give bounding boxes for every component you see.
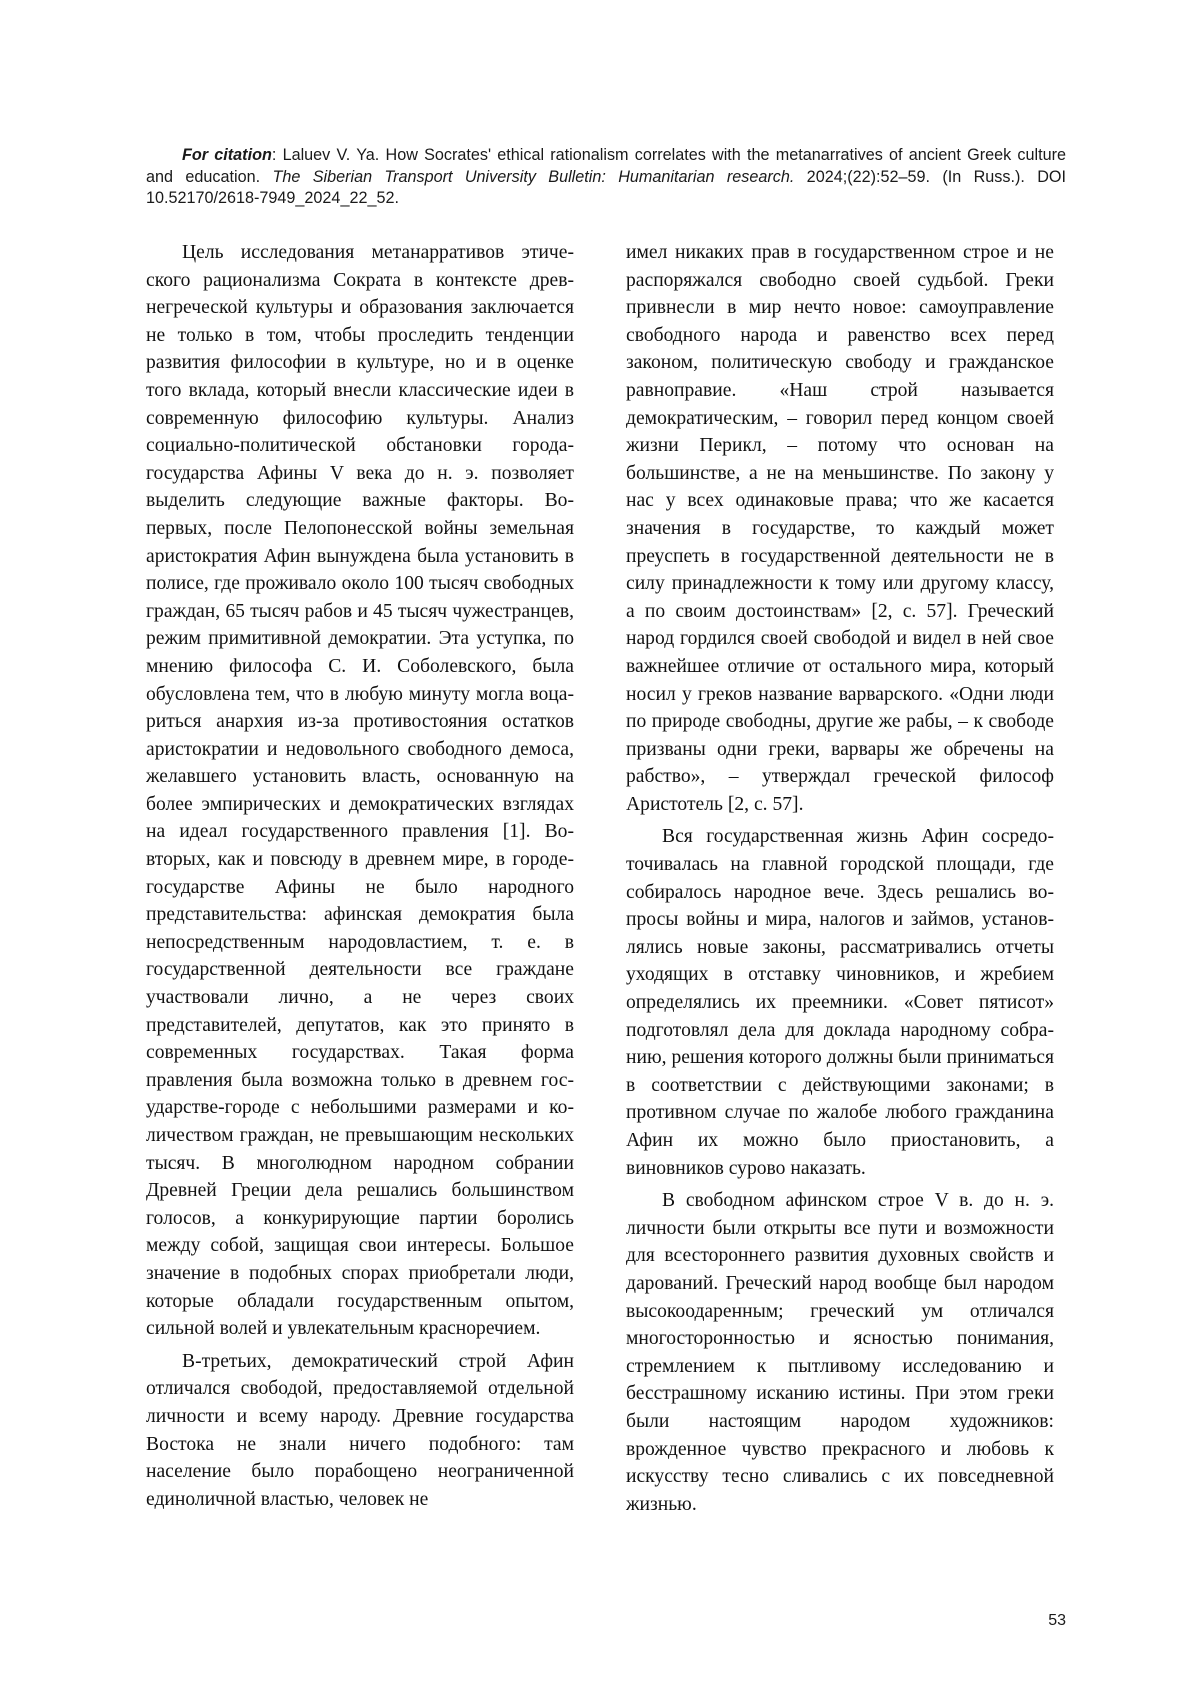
citation-details: 2024;(22):52–59. (In Russ.). DOI 10.52170/2618-7949_2024_22_52. — [146, 167, 1066, 207]
citation-separator: : — [271, 146, 283, 164]
citation-label: For citation — [182, 146, 272, 164]
right-column — [626, 239, 1054, 1518]
left-column — [146, 239, 574, 1513]
right-paragraph-1: имел никаких прав в государственном строе и не распоряжался свободно своей судьбой. Греки привнесли в мир нечто новое: самоуправление свободного народа и равенство всех перед законом, политическую свободу и гражданское равноправие. «Наш строй называется демократическим, – говорил перед концом своей жизни Перикл, – потому что основан на большинстве, а не на меньшинстве. По закону у нас у всех одинаковые права; что же касается значения в государстве, то каждый может преуспеть в государственной деятельности не в силу принадлежности к тому или другому классу, а по своим достоинствам» [2, с. 57]. Греческий народ гордился своей свободой и видел в ней свое важнейшее отличие от остального мира, который носил у греков название варварского. «Одни люди по природе свободны, другие же рабы, – к свободе призваны одни греки, варвары же обречены на рабство», – утверждал греческой философ Аристотель [2, с. 57]. — [626, 242, 1054, 815]
page-number: 53 — [1048, 1612, 1066, 1629]
citation-block — [146, 145, 1066, 210]
citation-text: Laluev V. Ya. How Socrates' ethical rationalism correlates with the metanarratives of ancient Greek culture and education. — [146, 146, 1066, 186]
right-paragraph-3: В свободном афинском строе V в. до н. э. личности были открыты все пути и возможности для всестороннего развития духовных свойств и дарований. Греческий народ вообще был народом высокоодаренным; греческий ум отличался многосторонностью и ясностью понимания, стремлением к пытливому исследованию и бесстрашному исканию истины. При этом греки были настоящим народом художников: врожденное чувство прекрасного и любовь к искусству тесно сливались с их повседневной жизнью. — [626, 1190, 1054, 1515]
citation-journal: The Siberian Transport University Bulletin: Humanitarian research. — [272, 167, 795, 186]
left-paragraph-1: Цель исследования метанарративов этического рационализма Сократа в контексте древнегреческой культуры и образования заключается не только в том, чтобы проследить тенденции развития философии в культуре, но и в оценке того вклада, который внесли классические идеи в современную философию культуры. Анализ социально-политической обстановки города-государства Афины V века до н. э. позволяет выделить следующие важные факторы. Во-первых, после Пелопонесской войны земельная аристократия Афин вынуждена была установить в полисе, где проживало около 100 тысяч свободных граждан, 65 тысяч рабов и 45 тысяч чужестранцев, режим примитивной демократии. Эта уступка, по мнению философа С. И. Соболевского, была обусловлена тем, что в любую минуту могла воцариться анархия из-за противостояния остатков аристократии и недовольного свободного демоса, желавшего установить власть, основанную на более эмпирических и демократических взглядах на идеал государственного правления [1]. Во-вторых, как и повсюду в древнем мире, в городе-государстве Афины не было народного представительства: афинская демократия была непосредственным народовластием, т. е. в государственной деятельности все граждане участвовали лично, а не через своих представителей, депутатов, как это принято в современных государствах. Такая форма правления была возможна только в древнем государстве-городе с небольшими размерами и количеством граждан, не превышающим нескольких тысяч. В многолюдном народном собрании Древней Греции дела решались большинством голосов, а конкурирующие партии боролись между собой, защищая свои интересы. Большое значение в подобных спорах приобретали люди, которые обладали государственным опытом, сильной волей и увлекательным красноречием. — [146, 242, 574, 1340]
left-paragraph-2: В-третьих, демократический строй Афин отличался свободой, предоставляемой отдельной личности и всему народу. Древние государства Востока не знали ничего подобного: там население было порабощено неограниченной единоличной властью, человек не — [146, 1350, 574, 1510]
right-paragraph-2: Вся государственная жизнь Афин сосредоточивалась на главной городской площади, где собиралось народное вече. Здесь решались вопросы войны и мира, налогов и займов, установлялись новые законы, рассматривались отчеты уходящих в отставку чиновников, и жребием определялись их преемники. «Совет пятисот» подготовлял дела для доклада народному собранию, решения которого должны были приниматься в соответствии с действующими законами; в противном случае по жалобе любого гражданина Афин их можно было приостановить, а виновников сурово наказать. — [626, 826, 1054, 1179]
